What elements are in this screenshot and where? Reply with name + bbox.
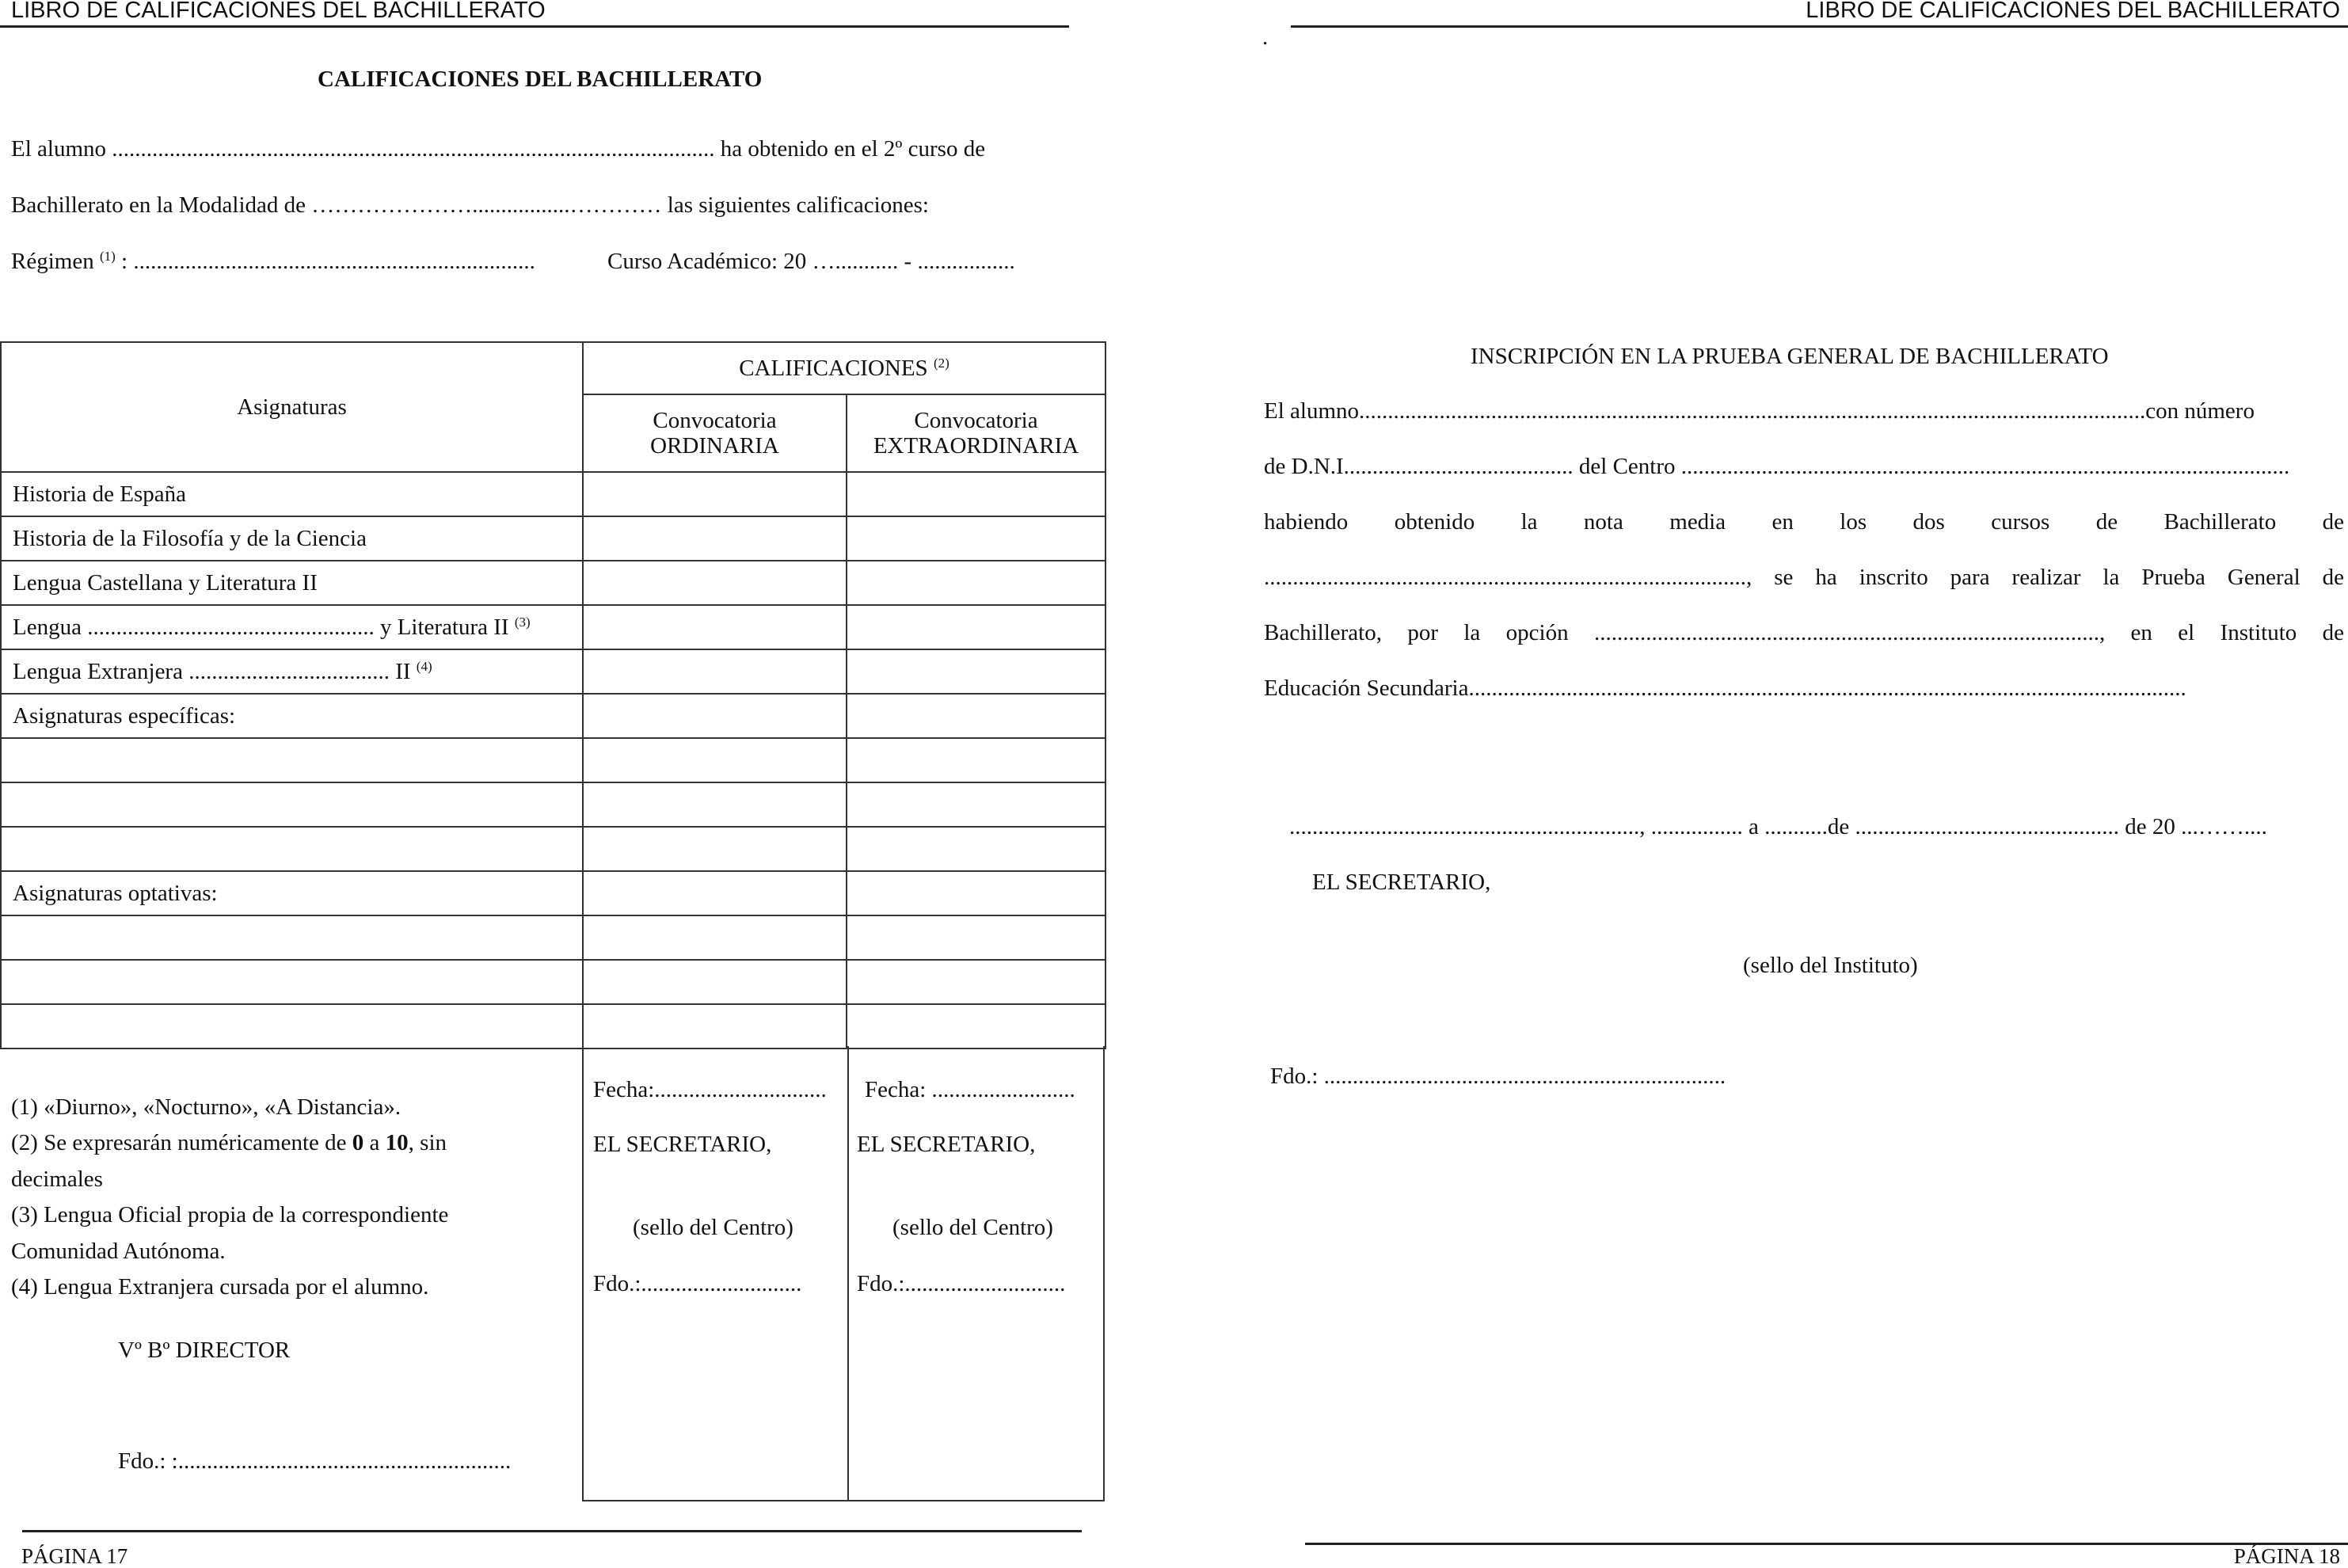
ordinaria-header: Convocatoria ORDINARIA — [583, 394, 847, 472]
extraordinaria-date[interactable]: Fecha: ......................... — [865, 1077, 1075, 1102]
subject-cell — [1, 827, 583, 871]
left-header-rule — [0, 25, 1069, 28]
right-signature[interactable]: Fdo.: ...................................................................... — [1270, 1064, 1726, 1089]
ordinaria-secretary: EL SECRETARIO, — [593, 1132, 772, 1157]
left-page-number: PÁGINA 17 — [21, 1544, 128, 1568]
subject-label: Asignaturas específicas: — [13, 703, 236, 729]
student-line: El alumno ......................................................................................................... ha obtenido en el 2º curso de — [11, 136, 986, 162]
extraordinaria-signature[interactable]: Fdo.:............................ — [857, 1271, 1066, 1296]
extraordinaria-grade-cell[interactable] — [847, 782, 1106, 827]
right-secretary: EL SECRETARIO, — [1312, 870, 1491, 895]
modality-line: Bachillerato en la Modalidad de ………………….................………… las siguientes calificaciones: — [11, 192, 929, 218]
table-row — [1, 605, 1106, 649]
subject-cell — [1, 1004, 583, 1049]
subject-cell — [1, 649, 583, 694]
right-header-rule — [1291, 25, 2348, 28]
ordinaria-date[interactable]: Fecha:.............................. — [593, 1077, 827, 1102]
institute-seal: (sello del Instituto) — [1743, 953, 1918, 978]
subject-cell — [1, 472, 583, 516]
ordinaria-grade-cell[interactable] — [583, 1004, 847, 1049]
table-row — [1, 1004, 1106, 1049]
extraordinaria-seal: (sello del Centro) — [892, 1215, 1053, 1240]
extraordinaria-grade-cell[interactable] — [847, 649, 1106, 694]
right-page-number: PÁGINA 18 — [2233, 1544, 2340, 1568]
note-ref: (3) — [514, 615, 531, 630]
ordinaria-grade-cell[interactable] — [583, 782, 847, 827]
extraordinaria-secretary: EL SECRETARIO, — [857, 1132, 1036, 1157]
signature-divider — [847, 1046, 849, 1500]
ordinaria-grade-cell[interactable] — [583, 694, 847, 738]
footnote-3-cont: Comunidad Autónoma. — [11, 1239, 226, 1264]
subject-label: Asignaturas optativas: — [13, 881, 218, 906]
footnote-2: (2) Se expresarán numéricamente de 0 a 10, sin — [11, 1130, 447, 1155]
inscription-line-2: de D.N.I........................................ del Centro .......................................................................................................... — [1264, 454, 2290, 479]
footnote-3: (3) Lengua Oficial propia de la correspondiente — [11, 1202, 449, 1227]
extraordinaria-header: Convocatoria EXTRAORDINARIA — [847, 394, 1106, 472]
extraordinaria-grade-cell[interactable] — [847, 561, 1106, 605]
grades-header: CALIFICACIONES $^{(2)}$ — [583, 342, 1106, 394]
inscription-line-1: El alumno.........................................................................................................................................con número — [1264, 398, 2255, 424]
regime-label: Régimen — [11, 249, 94, 274]
footnote-4: (4) Lengua Extranjera cursada por el alumno. — [11, 1274, 429, 1300]
table-row — [1, 738, 1106, 782]
subject-cell — [1, 561, 583, 605]
table-row — [1, 871, 1106, 915]
director-approval: Vº Bº DIRECTOR — [118, 1338, 291, 1363]
extraordinaria-grade-cell[interactable] — [847, 694, 1106, 738]
regime-blank: : ...................................................................... — [115, 249, 535, 274]
left-page-title: CALIFICACIONES DEL BACHILLERATO — [318, 67, 763, 92]
inscription-line-4: ...................................................................................., se ha inscrito para realizar la Prueba General de — [1264, 565, 2344, 590]
subject-cell — [1, 605, 583, 649]
subject-label: Lengua Castellana y Literatura II — [13, 570, 318, 596]
table-row — [1, 694, 1106, 738]
ordinaria-grade-cell[interactable] — [583, 649, 847, 694]
subject-cell — [1, 960, 583, 1004]
subject-cell — [1, 871, 583, 915]
ordinaria-grade-cell[interactable] — [583, 915, 847, 960]
subject-cell — [1, 694, 583, 738]
subject-label: Historia de la Filosofía y de la Ciencia — [13, 526, 367, 551]
extraordinaria-grade-cell[interactable] — [847, 472, 1106, 516]
left-footer-rule — [22, 1530, 1082, 1532]
right-page-title: INSCRIPCIÓN EN LA PRUEBA GENERAL DE BACHILLERATO — [1471, 344, 2109, 369]
ordinaria-grade-cell[interactable] — [583, 738, 847, 782]
date-line[interactable]: ............................................................., ................ a ...........de .............................................. de 20 ...…….... — [1289, 814, 2267, 839]
extraordinaria-grade-cell[interactable] — [847, 605, 1106, 649]
regime-line — [11, 248, 535, 275]
inscription-line-6: Educación Secundaria............................................................................................................................. — [1264, 676, 2186, 701]
extraordinaria-grade-cell[interactable] — [847, 871, 1106, 915]
table-row — [1, 472, 1106, 516]
extraordinaria-grade-cell[interactable] — [847, 1004, 1106, 1049]
inscription-line-5: Bachillerato, por la opción ........................................................................................, en el Instituto de — [1264, 620, 2344, 645]
ordinaria-grade-cell[interactable] — [583, 827, 847, 871]
subject-cell — [1, 738, 583, 782]
ordinaria-grade-cell[interactable] — [583, 960, 847, 1004]
table-row — [1, 827, 1106, 871]
footnote-1: (1) «Diurno», «Nocturno», «A Distancia». — [11, 1094, 401, 1120]
ordinaria-grade-cell[interactable] — [583, 561, 847, 605]
table-row — [1, 782, 1106, 827]
inscription-line-3: habiendo obtenido la nota media en los dos cursos de Bachillerato de — [1264, 509, 2344, 535]
ordinaria-grade-cell[interactable] — [583, 871, 847, 915]
note-ref: (4) — [416, 659, 432, 674]
extraordinaria-grade-cell[interactable] — [847, 516, 1106, 561]
ordinaria-grade-cell[interactable] — [583, 605, 847, 649]
left-page-header: LIBRO DE CALIFICACIONES DEL BACHILLERATO — [11, 0, 546, 23]
regime-note-ref: (1) — [99, 249, 116, 264]
ordinaria-seal: (sello del Centro) — [633, 1215, 793, 1240]
grades-table — [0, 341, 1106, 1049]
subject-cell — [1, 915, 583, 960]
subject-label: Lengua Extranjera ................................... II — [13, 659, 411, 684]
grade-rows — [1, 472, 1106, 1049]
subject-label: Lengua .................................................. y Literatura II — [13, 615, 509, 640]
extraordinaria-grade-cell[interactable] — [847, 827, 1106, 871]
extraordinaria-grade-cell[interactable] — [847, 738, 1106, 782]
table-row — [1, 915, 1106, 960]
right-page-header: LIBRO DE CALIFICACIONES DEL BACHILLERATO — [1806, 0, 2340, 23]
extraordinaria-grade-cell[interactable] — [847, 960, 1106, 1004]
director-signature[interactable]: Fdo.: :.......................................................... — [118, 1448, 512, 1474]
table-row — [1, 516, 1106, 561]
footnote-2-cont: decimales — [11, 1166, 103, 1192]
ordinaria-grade-cell[interactable] — [583, 472, 847, 516]
subject-cell — [1, 782, 583, 827]
right-footer-rule — [1305, 1543, 2348, 1545]
ordinaria-grade-cell[interactable] — [583, 516, 847, 561]
ordinaria-signature[interactable]: Fdo.:............................ — [593, 1271, 802, 1296]
academic-year-line: Curso Académico: 20 …........... - ................. — [607, 249, 1015, 274]
table-row — [1, 561, 1106, 605]
subject-cell — [1, 516, 583, 561]
subject-label: Historia de España — [13, 481, 187, 507]
subjects-header: Asignaturas — [1, 342, 583, 472]
extraordinaria-grade-cell[interactable] — [847, 915, 1106, 960]
grades-note-ref: (2) — [933, 356, 949, 371]
right-header-mark: . — [1262, 25, 1269, 50]
table-row — [1, 960, 1106, 1004]
table-row — [1, 649, 1106, 694]
